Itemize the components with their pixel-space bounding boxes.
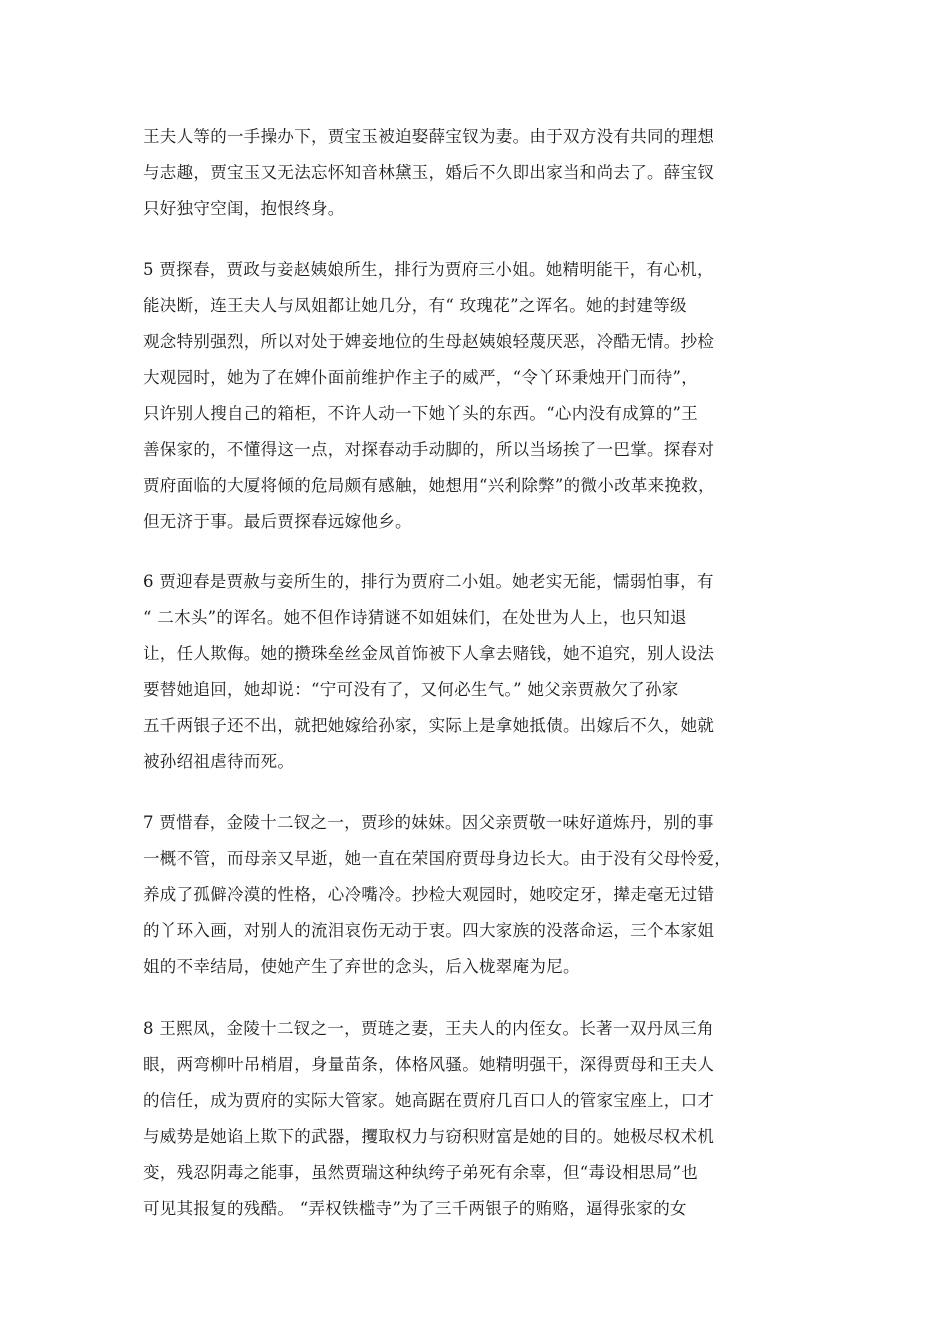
paragraph-yingchun — [143, 564, 743, 780]
text-line: “ 二木头”的诨名。她不但作诗猜谜不如姐妹们，在处世为人上，也只知退 — [143, 608, 687, 627]
text-line: 被孙绍祖虐待而死。 — [143, 752, 295, 771]
text-line: 可见其报复的残酷。 “弄权铁槛寺”为了三千两银子的贿赂，逼得张家的女 — [143, 1199, 687, 1218]
text-line: 善保家的，不懂得这一点，对探春动手动脚的，所以当场挨了一巴掌。探春对 — [143, 440, 715, 459]
text-line: 只好独守空闺，抱恨终身。 — [143, 199, 345, 218]
text-line: 观念特别强烈，所以对处于婢妾地位的生母赵姨娘轻蔑厌恶，冷酷无情。抄检 — [143, 332, 715, 351]
text-line: 大观园时，她为了在婢仆面前维护作主子的威严，“令丫环秉烛开门而待”， — [143, 368, 699, 387]
text-line: 与志趣，贾宝玉又无法忘怀知音林黛玉，婚后不久即出家当和尚去了。薛宝钗 — [143, 163, 715, 182]
text-line: 变，残忍阴毒之能事，虽然贾瑞这种纨绔子弟死有余辜，但“毒设相思局”也 — [143, 1163, 699, 1182]
text-line: 眼，两弯柳叶吊梢眉，身量苗条，体格风骚。她精明强干，深得贾母和王夫人 — [143, 1055, 715, 1074]
text-line: 要替她追回，她却说：“宁可没有了，又何必生气。” 她父亲贾赦欠了孙家 — [143, 680, 679, 699]
text-line: 8 王熙凤，金陵十二钗之一，贾琏之妻，王夫人的内侄女。长著一双丹凤三角 — [143, 1019, 714, 1038]
text-line: 让，任人欺侮。她的攒珠垒丝金凤首饰被下人拿去赌钱，她不追究，别人设法 — [143, 644, 715, 663]
text-line: 的信任，成为贾府的实际大管家。她高踞在贾府几百口人的管家宝座上，口才 — [143, 1091, 715, 1110]
text-line: 的丫环入画，对别人的流泪哀伤无动于衷。四大家族的没落命运，三个本家姐 — [143, 921, 715, 940]
text-line: 6 贾迎春是贾赦与妾所生的，排行为贾府二小姐。她老实无能，懦弱怕事，有 — [143, 572, 714, 591]
text-line: 养成了孤僻冷漠的性格，心冷嘴冷。抄检大观园时，她咬定牙，撵走毫无过错 — [143, 885, 715, 904]
text-line: 姐的不幸结局，使她产生了弃世的念头，后入栊翠庵为尼。 — [143, 957, 580, 976]
text-line: 7 贾惜春，金陵十二钗之一，贾珍的妹妹。因父亲贾敬一味好道炼丹，别的事 — [143, 813, 714, 832]
text-line: 5 贾探春，贾政与妾赵姨娘所生，排行为贾府三小姐。她精明能干，有心机， — [143, 260, 714, 279]
text-line: 与威势是她谄上欺下的武器，攫取权力与窃积财富是她的目的。她极尽权术机 — [143, 1127, 715, 1146]
paragraph-xifeng — [143, 1011, 743, 1227]
text-line: 一概不管，而母亲又早逝，她一直在荣国府贾母身边长大。由于没有父母怜爱， — [143, 849, 731, 868]
paragraph-1 — [143, 119, 743, 227]
text-line: 贾府面临的大厦将倾的危局颇有感触，她想用“兴利除弊”的微小改革来挽救， — [143, 476, 715, 495]
text-line: 但无济于事。最后贾探春远嫁他乡。 — [143, 512, 412, 531]
text-line: 王夫人等的一手操办下，贾宝玉被迫娶薛宝钗为妻。由于双方没有共同的理想 — [143, 127, 715, 146]
text-line: 五千两银子还不出，就把她嫁给孙家，实际上是拿她抵债。出嫁后不久，她就 — [143, 716, 715, 735]
text-line: 只许别人搜自己的箱柜，不许人动一下她丫头的东西。“心内没有成算的”王 — [143, 404, 699, 423]
paragraph-tanchun — [143, 252, 743, 540]
text-line: 能决断，连王夫人与凤姐都让她几分，有“ 玫瑰花”之诨名。她的封建等级 — [143, 296, 687, 315]
paragraph-xichun — [143, 805, 743, 985]
